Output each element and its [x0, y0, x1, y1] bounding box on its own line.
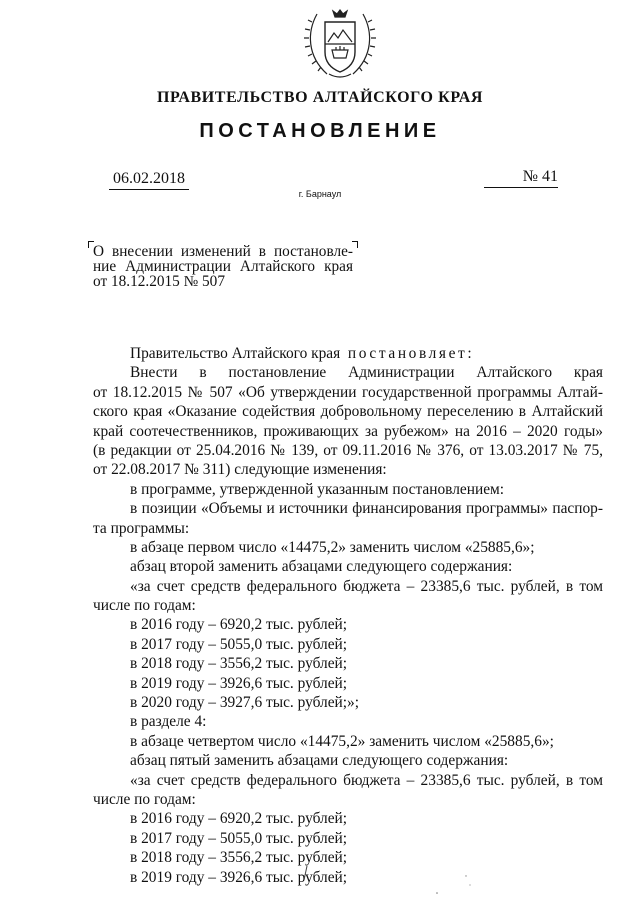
body-line: та программы: [93, 519, 190, 537]
body-line: в 2017 году – 5055,0 тыс. рублей; [130, 635, 348, 653]
document-body [93, 344, 603, 887]
body-line: в 2016 году – 6920,2 тыс. рублей; [130, 616, 348, 634]
body-line: в абзаце четвертом число «14475,2» заменить числом «25885,6»; [130, 732, 554, 750]
subject-bracket-right [352, 241, 358, 248]
organization-title: ПРАВИТЕЛЬСТВО АЛТАЙСКОГО КРАЯ [156, 89, 484, 106]
body-line: (в редакции от 25.04.2016 № 139, от 09.11.2016 № 376, от 13.03.2017 № 75, [93, 441, 603, 459]
body-line: «за счет средств федерального бюджета – 23385,6 тыс. рублей, в том [130, 577, 603, 595]
preamble-prefix: Правительство Алтайского края [130, 345, 341, 362]
subject-bracket-left [88, 241, 94, 248]
body-line: от 22.08.2017 № 311) следующие изменения: [93, 461, 387, 479]
body-line: числе по годам: [93, 597, 196, 615]
body-line: в 2018 году – 3556,2 тыс. рублей; [130, 849, 348, 867]
document-date: 06.02.2018 [109, 170, 189, 190]
body-line: в 2019 году – 3926,6 тыс. рублей; [130, 868, 348, 886]
body-line: в разделе 4: [130, 713, 207, 731]
body-line: в позиции «Объемы и источники финансирования программы» паспор- [130, 500, 603, 518]
document-subject [93, 244, 353, 289]
body-line: числе по годам: [93, 790, 196, 808]
body-line: в 2019 году – 3926,6 тыс. рублей; [130, 674, 348, 692]
document-city: г. Барнаул [298, 189, 342, 199]
body-line: абзац второй заменить абзацами следующего содержания: [130, 558, 513, 576]
preamble-line [93, 344, 603, 363]
body-line: в 2020 году – 3927,6 тыс. рублей;»; [130, 694, 360, 712]
body-line: в 2016 году – 6920,2 тыс. рублей; [130, 810, 348, 828]
subject-line: О внесении изменений в постановле- [93, 243, 353, 260]
subject-line: ние Администрации Алтайского края [93, 258, 353, 275]
body-line: «за счет средств федерального бюджета – 23385,6 тыс. рублей, в том [130, 771, 603, 789]
body-line: Внести в постановление Администрации Алтайского края [130, 364, 603, 382]
body-line: в 2017 году – 5055,0 тыс. рублей; [130, 829, 348, 847]
body-line: в 2018 году – 3556,2 тыс. рублей; [130, 655, 348, 673]
body-line: ского края «Оказание содействия добровольному переселению в Алтайский [93, 403, 603, 421]
body-line: в программе, утвержденной указанным постановлением: [130, 480, 505, 498]
document-number: № 41 [484, 168, 558, 188]
coat-of-arms-icon [299, 8, 381, 84]
body-line: край соотечественников, проживающих за рубежом» на 2016 – 2020 годы» [93, 422, 603, 440]
subject-line: от 18.12.2015 № 507 [93, 273, 225, 290]
body-line: от 18.12.2015 № 507 «Об утверждении государственной программы Алтай- [93, 383, 603, 401]
body-line: абзац пятый заменить абзацами следующего содержания: [130, 752, 509, 770]
body-line: в абзаце первом число «14475,2» заменить числом «25885,6»; [130, 538, 535, 556]
preamble-verb: постановляет: [347, 345, 475, 362]
document-type-title: ПОСТАНОВЛЕНИЕ [199, 120, 441, 142]
